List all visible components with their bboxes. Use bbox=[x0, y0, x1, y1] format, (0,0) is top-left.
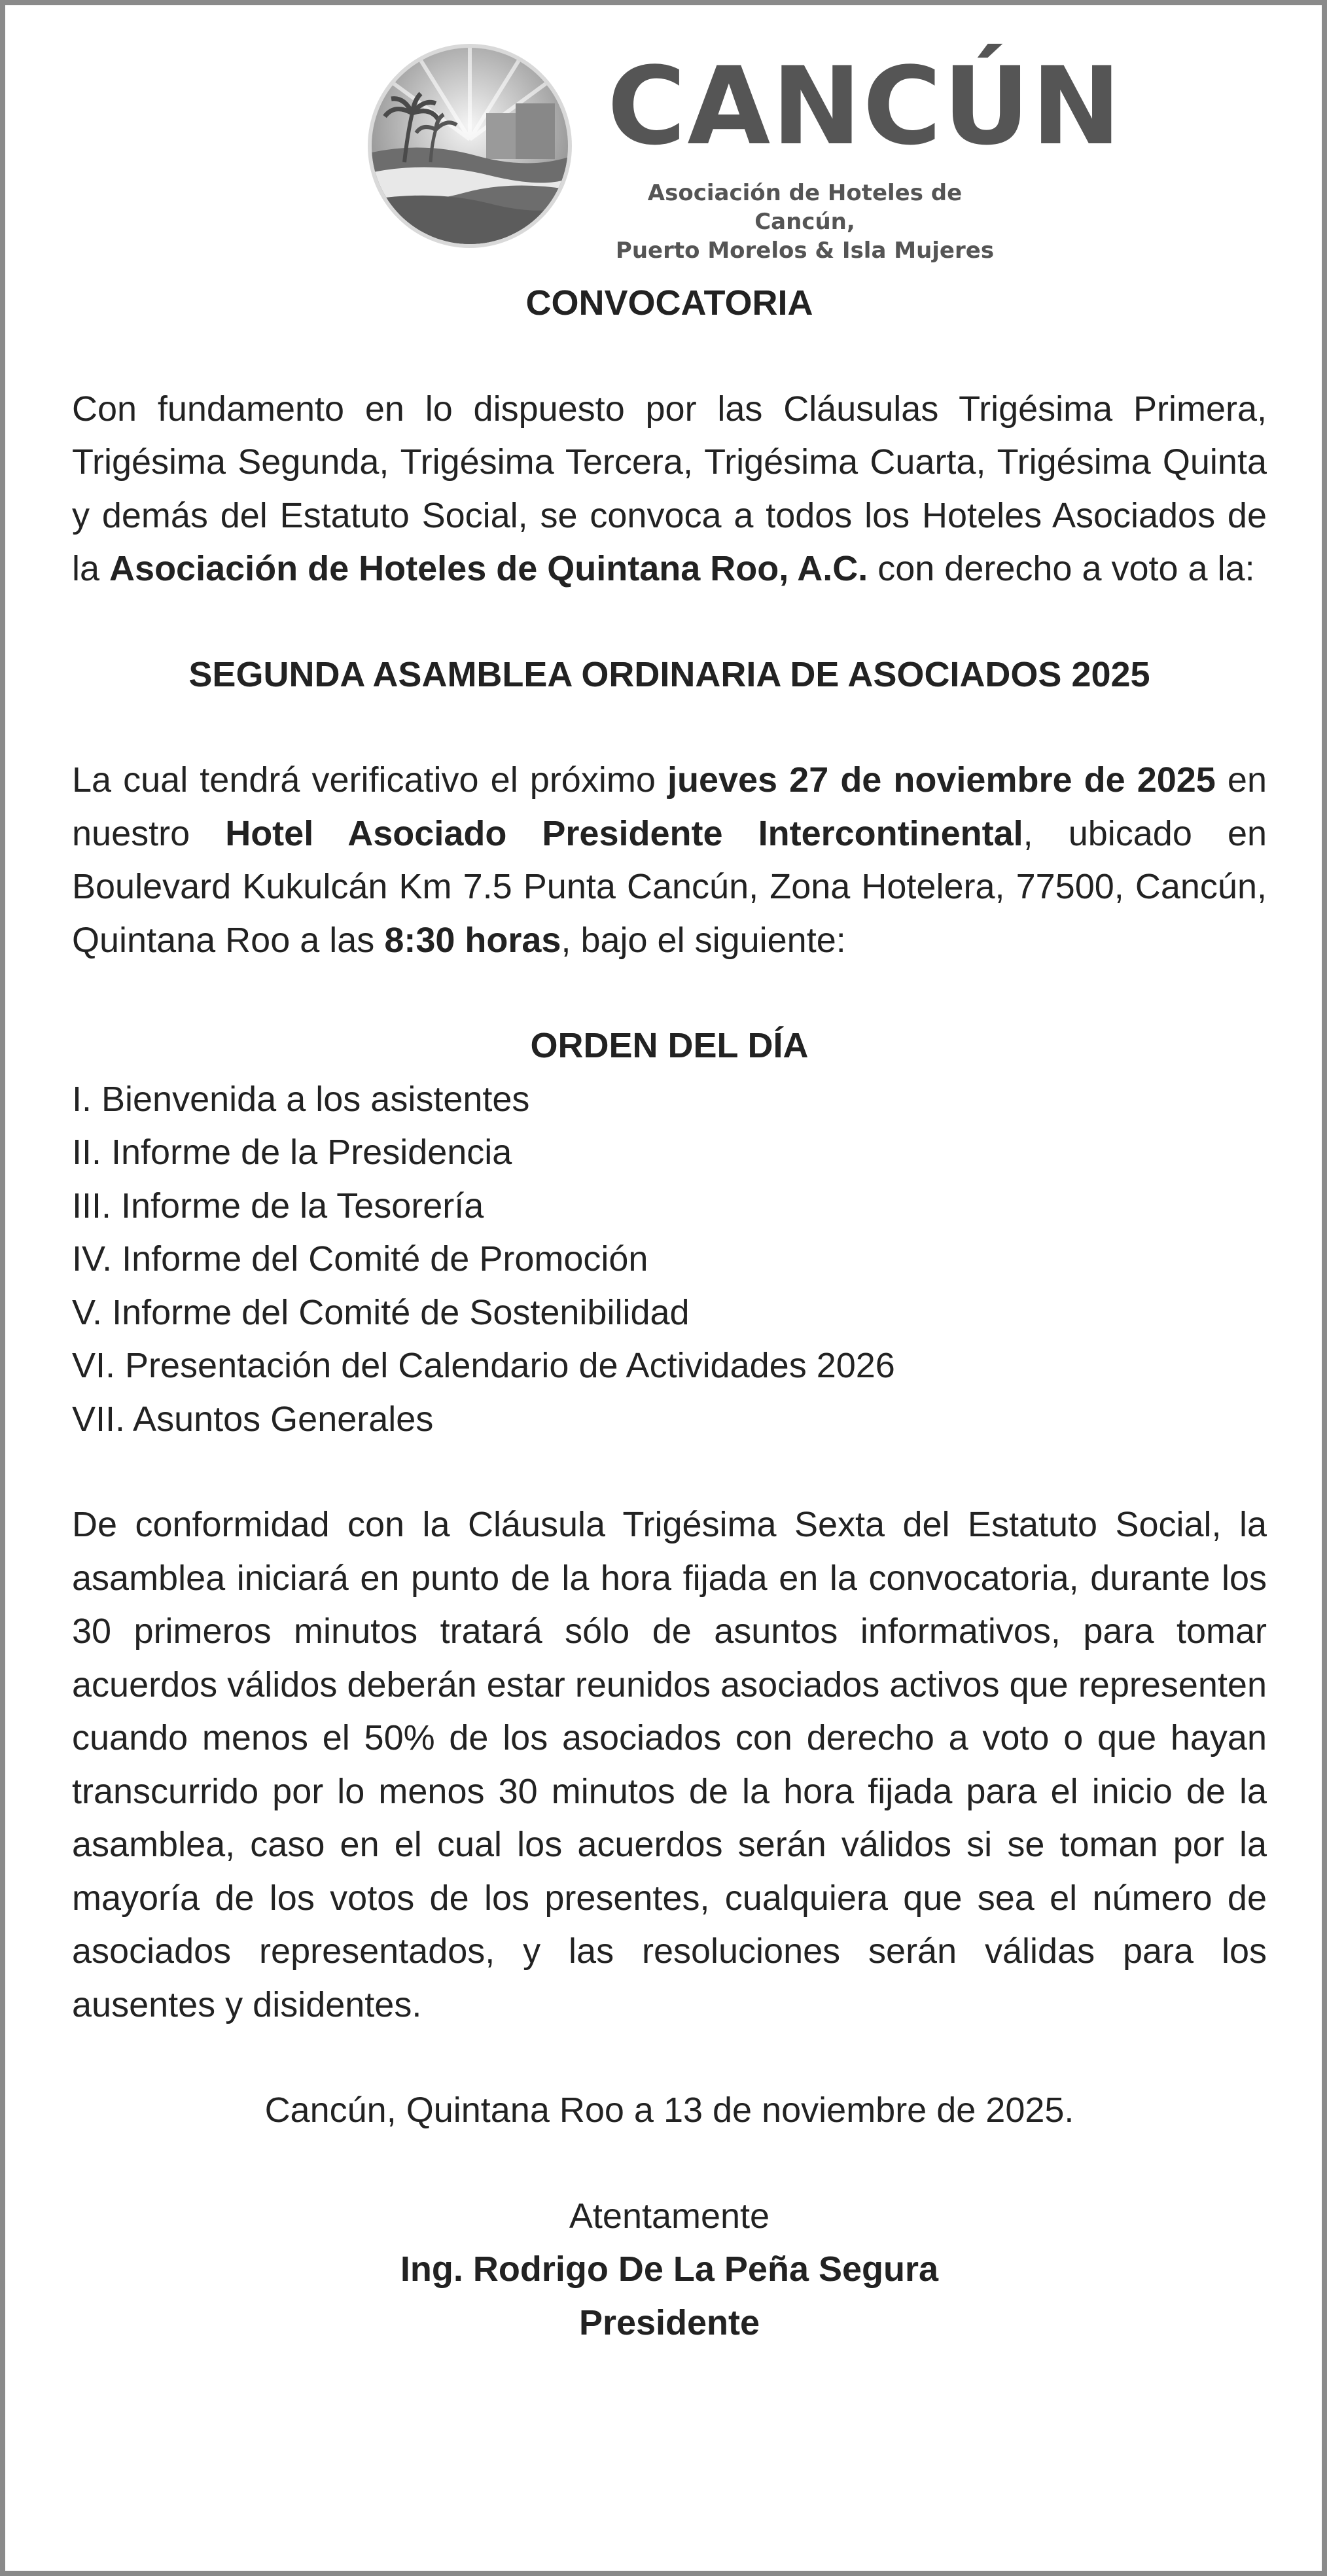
notice-body bbox=[72, 277, 1267, 2350]
place-date: Cancún, Quintana Roo a 13 de noviembre de 2025. bbox=[264, 2091, 1074, 2130]
logo-wordmark: CANCÚN bbox=[607, 44, 1123, 169]
meeting-venue: Hotel Asociado Presidente Intercontinental bbox=[225, 813, 1023, 853]
intro-text-end: con derecho a voto a la: bbox=[868, 549, 1255, 588]
intro-paragraph bbox=[72, 383, 1267, 596]
agenda-item: VI. Presentación del Calendario de Actividades 2026 bbox=[72, 1346, 895, 1385]
logo-subtitle-line-2: Puerto Morelos & Isla Mujeres bbox=[615, 238, 995, 264]
meeting-time: 8:30 horas bbox=[384, 920, 561, 960]
agenda-item: I. Bienvenida a los asistentes bbox=[72, 1079, 530, 1119]
agenda-item: IV. Informe del Comité de Promoción bbox=[72, 1239, 648, 1279]
agenda-list bbox=[72, 1073, 1267, 1447]
notice-title: CONVOCATORIA bbox=[525, 283, 813, 323]
details-paragraph bbox=[72, 754, 1267, 967]
agenda-item: VII. Asuntos Generales bbox=[72, 1399, 434, 1439]
meeting-date: jueves 27 de noviembre de 2025 bbox=[667, 760, 1216, 800]
association-logo bbox=[359, 41, 1123, 264]
details-text: , ubicado en Boulevard Kukulcán Km 7.5 Punta Cancún, Zona Hotelera, 77500, Cancún, Quintana Roo a las bbox=[72, 813, 1267, 960]
agenda-item: V. Informe del Comité de Sostenibilidad bbox=[72, 1292, 690, 1332]
sun-palm-emblem-icon bbox=[359, 41, 581, 251]
signer-name: Ing. Rodrigo De La Peña Segura bbox=[400, 2250, 939, 2289]
details-text: La cual tendrá verificativo el próximo bbox=[72, 760, 667, 800]
details-text: , bajo el siguiente: bbox=[561, 920, 846, 960]
assembly-title: SEGUNDA ASAMBLEA ORDINARIA DE ASOCIADOS 2025 bbox=[188, 654, 1150, 694]
intro-text: Con fundamento en lo dispuesto por las Cláusulas Trigésima Primera, Trigésima Segunda, Trigésima Tercera, Trigésima Cuarta, Trigésima Quinta y demás del Estatuto Social, se convoca a todos los Hoteles Asociados de la bbox=[72, 389, 1267, 588]
details-text: en nuestro bbox=[72, 760, 1267, 853]
logo-subtitle bbox=[615, 179, 995, 265]
logo-subtitle-line-1: Asociación de Hoteles de Cancún, bbox=[647, 180, 963, 235]
signer-role: Presidente bbox=[578, 2303, 760, 2342]
conformity-paragraph: De conformidad con la Cláusula Trigésima Sexta del Estatuto Social, la asamblea iniciará en punto de la hora fijada en la convocatoria, durante los 30 primeros minutos tratará sólo de asuntos informativos, para tomar acuerdos válidos deberán estar reunidos asociados activos que representen cuando menos el 50% de los asociados con derecho a voto o que hayan transcurrido por lo menos 30 minutos de la hora fijada para el inicio de la asamblea, caso en el cual los acuerdos serán válidos si se toman por la mayoría de los votos de los presentes, cualquiera que sea el número de asociados representados, y las resoluciones serán válidas para los ausentes y disidentes. bbox=[72, 1505, 1267, 2024]
agenda-title: ORDEN DEL DÍA bbox=[530, 1026, 809, 1065]
agenda-item: II. Informe de la Presidencia bbox=[72, 1133, 512, 1172]
closing: Atentamente bbox=[569, 2196, 770, 2236]
agenda-item: III. Informe de la Tesorería bbox=[72, 1186, 484, 1226]
association-name: Asociación de Hoteles de Quintana Roo, A.C. bbox=[109, 549, 868, 588]
